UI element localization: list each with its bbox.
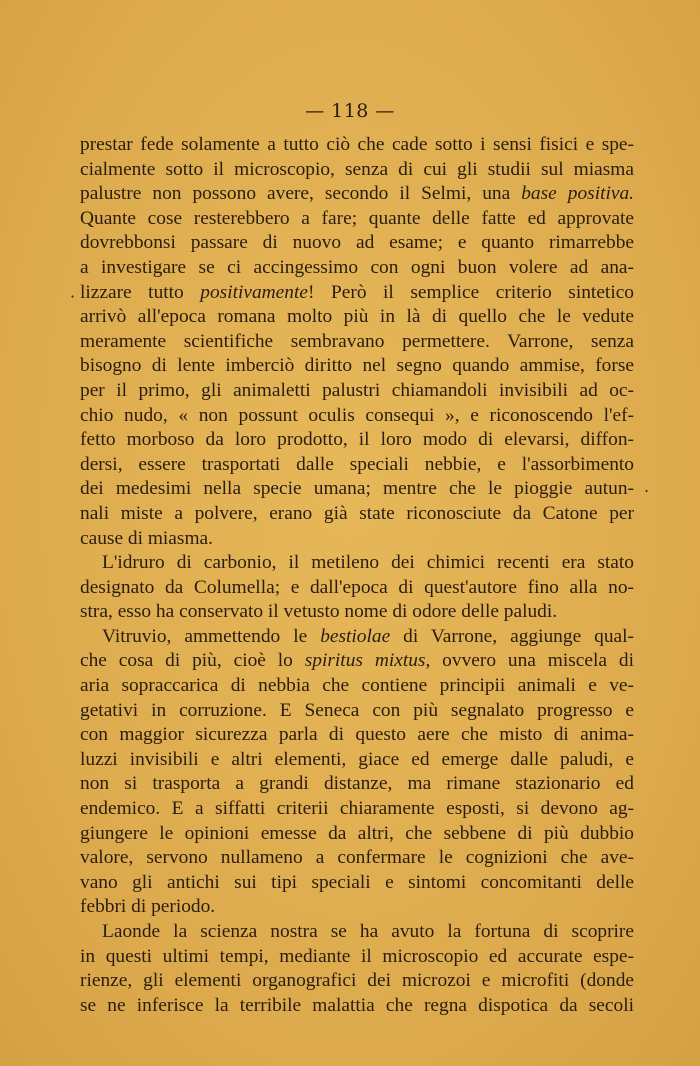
text-segment: bisogno di lente imberciò diritto nel segno quando ammise, forse [80, 355, 634, 377]
text-line [80, 895, 634, 920]
text-line [80, 256, 634, 281]
text-segment: cialmente sotto il microscopio, senza di cui gli studii sul miasma [80, 158, 634, 180]
text-segment: L'idruro di carbonio, il metileno dei chimici recenti era stato [102, 552, 634, 574]
body-text [80, 133, 634, 1018]
text-segment: chio nudo, « non possunt oculis consequi », e riconoscendo l'ef- [80, 404, 634, 426]
text-line [80, 133, 634, 158]
text-line [80, 281, 634, 306]
text-line [80, 871, 634, 896]
text-line [80, 207, 634, 232]
text-segment: rienze, gli elementi organografici dei microzoi e microfiti (donde [80, 970, 634, 992]
text-line [80, 994, 634, 1019]
italic-text: bestiolae [320, 625, 391, 647]
text-segment: getativi in corruzione. E Seneca con più segnalato progresso e [80, 699, 634, 721]
text-segment: Laonde la scienza nostra se ha avuto la fortuna di scoprire [102, 921, 634, 942]
text-line [80, 428, 634, 453]
text-segment: palustre non possono avere, secondo il Selmi, una [80, 183, 522, 205]
text-line [80, 822, 634, 847]
text-line [80, 158, 634, 183]
text-line [80, 404, 634, 429]
text-line [80, 920, 634, 945]
text-line [80, 576, 634, 601]
text-line [80, 182, 634, 207]
text-segment: dei medesimi nella specie umana; mentre che le pioggie autun- [80, 478, 634, 500]
text-segment: vano gli antichi sui tipi speciali e sintomi concomitanti delle [80, 871, 634, 893]
text-segment: che cosa di più, cioè lo [80, 650, 305, 672]
italic-text: base positiva. [521, 183, 635, 205]
text-line [80, 354, 634, 379]
text-segment: designato da Columella; e dall'epoca di quest'autore fino alla no- [80, 576, 634, 598]
margin-dot-mark: . [644, 477, 650, 496]
text-segment: , ovvero una miscela di [425, 650, 634, 672]
text-segment: nali miste a polvere, erano già state riconosciute da Catone per [80, 502, 634, 524]
margin-dot-mark: · [70, 287, 76, 306]
text-segment: febbri di periodo. [80, 896, 216, 918]
text-segment: non si trasporta a grandi distanze, ma rimane stazionario ed [80, 773, 634, 795]
text-line [80, 330, 634, 355]
text-segment: ! Però il semplice criterio sintetico [307, 281, 635, 303]
text-line [80, 969, 634, 994]
text-line [80, 772, 634, 797]
text-line [80, 305, 634, 330]
text-segment: per il primo, gli animaletti palustri chiamandoli invisibili ad oc- [80, 379, 634, 401]
text-segment: con maggior sicurezza parla di questo aere che misto di anima- [80, 724, 634, 746]
text-segment: giungere le opinioni emesse da altri, che sebbene di più dubbio [80, 822, 634, 844]
text-line [80, 379, 634, 404]
text-segment: in questi ultimi tempi, mediante il microscopio ed accurate espe- [80, 945, 634, 967]
text-segment: se ne inferisce la terribile malattia che regna dispotica da secoli [80, 994, 634, 1016]
page-number: — 118 — [305, 100, 395, 122]
text-segment: a investigare se ci accingessimo con ogni buon volere ad ana- [80, 256, 634, 278]
text-line [80, 502, 634, 527]
text-segment: stra, esso ha conservato il vetusto nome di odore delle paludi. [80, 601, 558, 623]
text-line [80, 748, 634, 773]
text-line [80, 699, 634, 724]
text-line [80, 846, 634, 871]
text-segment: valore, servono nullameno a confermare le cognizioni che ave- [80, 847, 634, 869]
text-segment: luzzi invisibili e altri elementi, giace ed emerge dalle paludi, e [80, 748, 634, 770]
text-segment: di Varrone, aggiunge qual- [390, 625, 634, 647]
text-line [80, 551, 634, 576]
text-line [80, 625, 634, 650]
text-line [80, 723, 634, 748]
text-segment: Quante cose resterebbero a fare; quante delle fatte ed approvate [80, 207, 634, 229]
text-line [80, 453, 634, 478]
text-segment: aria sopraccarica di nebbia che contiene principii animali e ve- [80, 675, 634, 697]
text-line [80, 477, 634, 502]
text-segment: fetto morboso da loro prodotto, il loro modo di elevarsi, diffon- [80, 429, 634, 451]
text-segment: endemico. E a siffatti criterii chiaramente esposti, si devono ag- [80, 798, 634, 820]
text-segment: dersi, essere trasportati dalle speciali nebbie, e l'assorbimento [80, 453, 634, 475]
text-segment: lizzare tutto [80, 281, 201, 303]
text-line [80, 797, 634, 822]
text-line [80, 674, 634, 699]
text-segment: cause di miasma. [80, 527, 213, 549]
text-segment: Vitruvio, ammettendo le [102, 625, 321, 647]
text-segment: prestar fede solamente a tutto ciò che cade sotto i sensi fisici e spe- [80, 134, 634, 155]
text-line [80, 945, 634, 970]
italic-text: positivamente [200, 281, 308, 303]
text-segment: meramente scientifiche sembravano permettere. Varrone, senza [80, 330, 634, 352]
text-line [80, 527, 634, 552]
text-segment: arrivò all'epoca romana molto più in là di quello che le vedute [80, 306, 634, 328]
text-line [80, 600, 634, 625]
text-line [80, 231, 634, 256]
text-segment: dovrebbonsi passare di nuovo ad esame; e quanto rimarrebbe [80, 232, 634, 254]
italic-text: spiritus mixtus [304, 650, 426, 672]
text-line [80, 649, 634, 674]
